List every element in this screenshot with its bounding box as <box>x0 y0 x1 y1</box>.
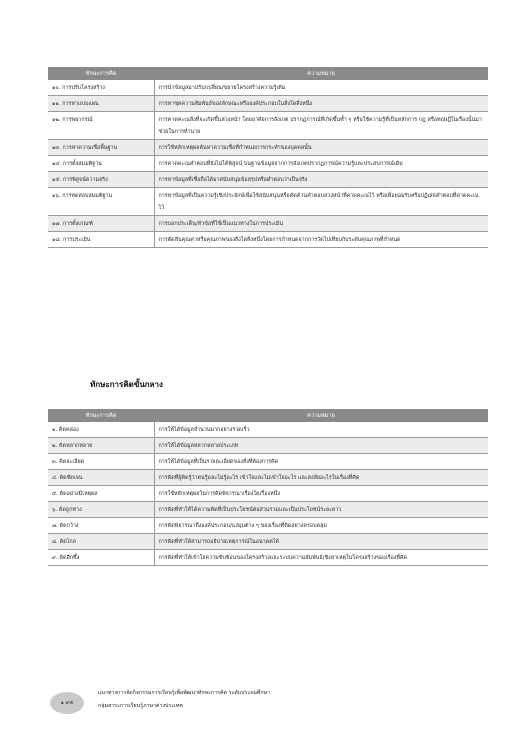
table-header-row <box>48 409 488 422</box>
table-row <box>48 80 488 96</box>
skill-cell: ๑๗. การตั้งเกณฑ์ <box>48 216 154 232</box>
skill-cell: ๙. คิดลึกซึ้ง <box>48 550 154 566</box>
table-row <box>48 156 488 172</box>
skill-cell: ๓. คิดละเอียด <box>48 454 154 470</box>
table-row <box>48 112 488 140</box>
skill-cell: ๑๔. การตั้งสมมติฐาน <box>48 156 154 172</box>
table-row <box>48 232 488 248</box>
section-heading: ทักษะการคิดขั้นกลาง <box>90 380 163 389</box>
skill-cell: ๖. คิดถูกทาง <box>48 502 154 518</box>
footer-subtitle: กลุ่มสาระการเรียนรู้ภาษาต่างประเทศ <box>98 703 183 709</box>
meaning-cell: การหาชุดความสัมพันธ์ของลักษณะหรือองค์ประกอบในสิ่งใดสิ่งหนึ่ง <box>154 96 488 112</box>
table-row <box>48 140 488 156</box>
skill-cell: ๔. คิดชัดเจน <box>48 470 154 486</box>
meaning-cell: การใช้หลักเหตุผลในการคิดพิจารณาเรื่องใดเรื่องหนึ่ง <box>154 486 488 502</box>
skill-cell: ๑๖. การทดสอบสมมติฐาน <box>48 188 154 216</box>
meaning-cell: การคิดที่ทำให้ได้ความคิดที่เป็นประโยชน์ต่อส่วนรวมและเป็นประโยชน์ระยะยาว <box>154 502 488 518</box>
table-row <box>48 172 488 188</box>
page-number: ๑ ๙๕ <box>50 692 84 714</box>
meaning-cell: การคิดที่ผู้คิดรู้ว่าตนรู้และไม่รู้อะไร เข้าใจและไม่เข้าใจอะไร และสงสัยอะไรในเรื่องที่คิด <box>154 470 488 486</box>
table-row <box>48 502 488 518</box>
meaning-cell: การหาข้อมูลที่เป็นความรู้เชิงประจักษ์เพื่อใช้สนับสนุนหรือคัดค้านคำตอบล่วงหน้าที่คาดคะเนไว้ หรือเพื่อยอมรับหรือปฏิเสธคำตอบที่คาดคะเนไว้ <box>154 188 488 216</box>
table-row <box>48 438 488 454</box>
meaning-cell: การคิดที่ทำให้เข้าใจความซับซ้อนของโครงสร้างและระบบความสัมพันธ์เชิงสาเหตุในโครงสร้างของเรื่องที่คิด <box>154 550 488 566</box>
footer-title: แนวทางการจัดกิจกรรมการเรียนรู้เพื่อพัฒนาทักษะการคิด ระดับประถมศึกษา <box>98 690 270 696</box>
table-row <box>48 216 488 232</box>
skill-cell: ๑๐. การปรับโครงสร้าง <box>48 80 154 96</box>
skill-cell: ๗. คิดกว้าง <box>48 518 154 534</box>
meaning-cell: การคิดที่ทำให้สามารถอธิบายเหตุการณ์ในอนาคตได้ <box>154 534 488 550</box>
table-row <box>48 470 488 486</box>
table-header-row <box>48 67 488 80</box>
skill-cell: ๑. คิดคล่อง <box>48 422 154 438</box>
column-header-meaning: ความหมาย <box>154 409 488 422</box>
meaning-cell: การคาดคะเนสิ่งที่จะเกิดขึ้นล่วงหน้า โดยอาศัยการสังเกต ปรากฏการณ์ที่เกิดขึ้นซ้ำ ๆ หรือใช้ความรู้ที่เป็นหลักการ กฎ หรือทฤษฎีในเรื่องนั้นมาช่วยในการทำนาย <box>154 112 488 140</box>
column-header-skill: ทักษะการคิด <box>48 409 154 422</box>
table-row <box>48 550 488 566</box>
meaning-cell: การคิดพิจารณาถึงองค์ประกอบ/แง่มุมต่าง ๆ ของเรื่องที่คิดอย่างครอบคลุม <box>154 518 488 534</box>
thinking-skills-table-1 <box>48 67 488 248</box>
skill-cell: ๑๒. การพยากรณ์ <box>48 112 154 140</box>
meaning-cell: การบอกประเด็น/หัวข้อที่ใช้เป็นแนวทางในการประเมิน <box>154 216 488 232</box>
skill-cell: ๑๕. การพิสูจน์ความจริง <box>48 172 154 188</box>
meaning-cell: การตัดสินคุณค่าหรือคุณภาพของสิ่งใดสิ่งหนึ่งโดยการกำหนดจากการวัดไปเทียบกับระดับคุณภาพที่กำหนด <box>154 232 488 248</box>
meaning-cell: การคาดคะเนคำตอบที่ยังไม่ได้พิสูจน์ บนฐานข้อมูลจากการสังเกตปรากฏการณ์ความรู้และประสบการณ์เดิม <box>154 156 488 172</box>
skill-cell: ๑๘. การประเมิน <box>48 232 154 248</box>
meaning-cell: การใช้หลักเหตุผลค้นหาความเชื่อที่กำหนดการกระทำของบุคคลนั้น <box>154 140 488 156</box>
table-row <box>48 188 488 216</box>
table-row <box>48 422 488 438</box>
column-header-meaning: ความหมาย <box>154 67 488 80</box>
table-row <box>48 534 488 550</box>
skill-cell: ๑๑. การหาแบบแผน <box>48 96 154 112</box>
skill-cell: ๑๓. การหาความเชื่อพื้นฐาน <box>48 140 154 156</box>
table-row <box>48 454 488 470</box>
table-row <box>48 96 488 112</box>
meaning-cell: การนำข้อมูลมาปรับ/เปลี่ยน/ขยายโครงสร้างความรู้เดิม <box>154 80 488 96</box>
skill-cell: ๕. คิดอย่างมีเหตุผล <box>48 486 154 502</box>
meaning-cell: การให้ได้ข้อมูลหลากหลายประเภท <box>154 438 488 454</box>
table-row <box>48 486 488 502</box>
skill-cell: ๘. คิดไกล <box>48 534 154 550</box>
meaning-cell: การหาข้อมูลที่เชื่อถือได้มาสนับสนุนข้อสรุปหรือคำตอบว่าเป็นจริง <box>154 172 488 188</box>
meaning-cell: การให้ได้ข้อมูลที่เป็นรายละเอียดของสิ่งที่ต้องการคิด <box>154 454 488 470</box>
column-header-skill: ทักษะการคิด <box>48 67 154 80</box>
skill-cell: ๒. คิดหลากหลาย <box>48 438 154 454</box>
thinking-skills-table-2 <box>48 409 488 566</box>
meaning-cell: การให้ได้ข้อมูลจำนวนมากอย่างรวดเร็ว <box>154 422 488 438</box>
table-row <box>48 518 488 534</box>
